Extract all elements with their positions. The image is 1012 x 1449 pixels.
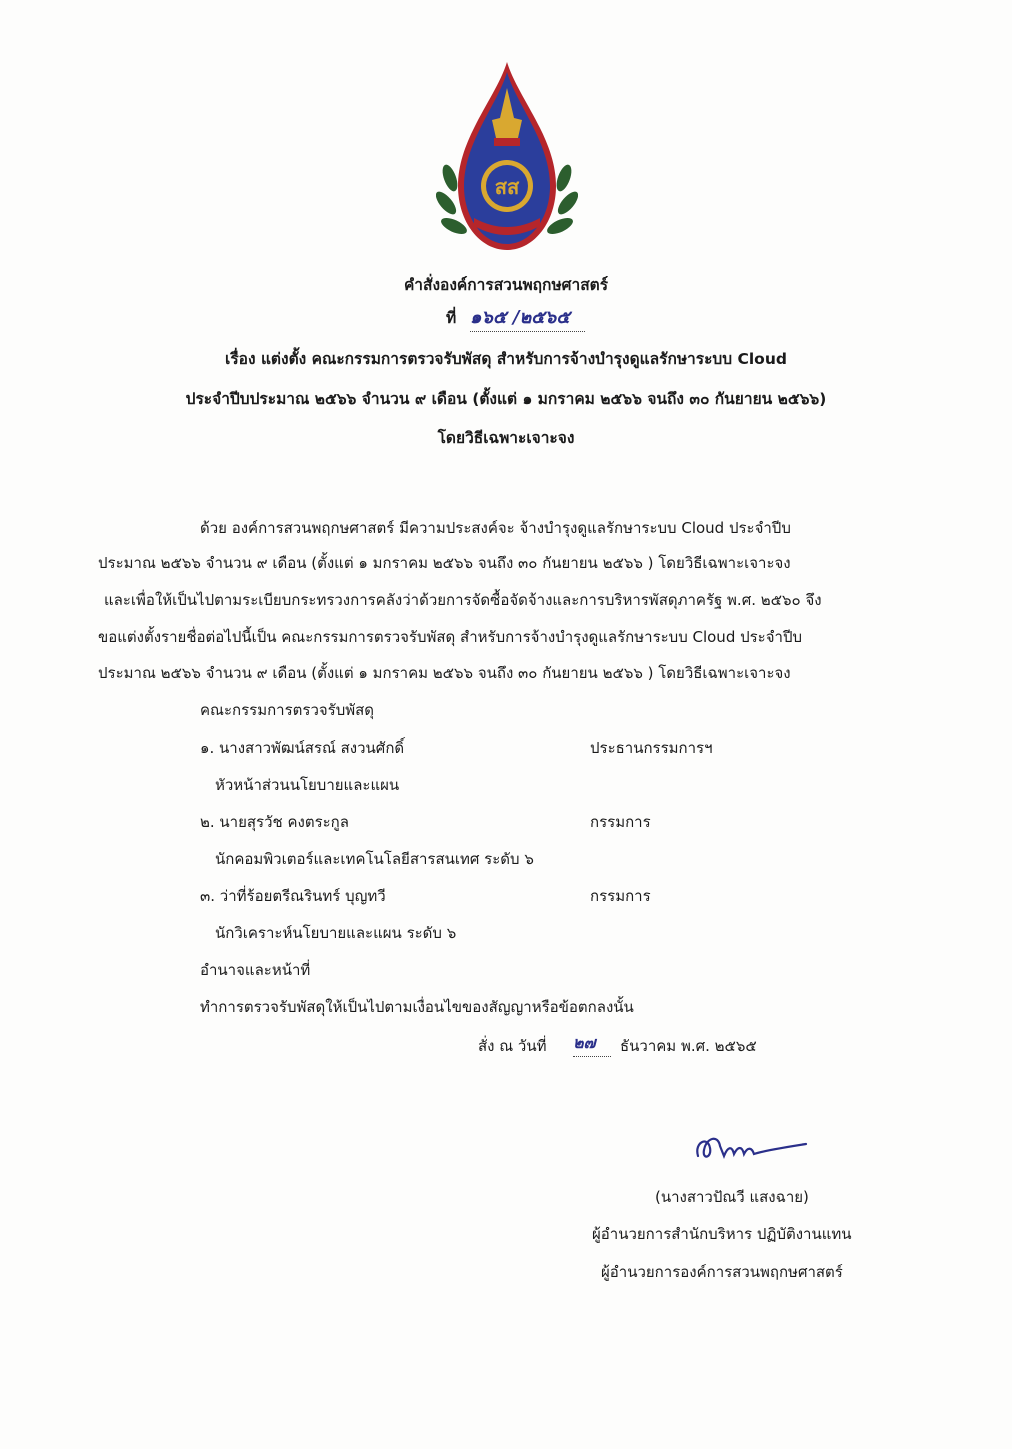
member-2-name: ๒. นายสุรวัช คงตระกูล xyxy=(200,813,349,831)
member-1-role: ประธานกรรมการฯ xyxy=(590,739,713,757)
member-3-name: ๓. ว่าที่ร้อยตรีณรินทร์ บุญทวี xyxy=(200,887,386,905)
signer-name: (นางสาวปัณวี แสงฉาย) xyxy=(655,1188,809,1206)
member-1-name: ๑. นางสาวพัฒน์สรณ์ สงวนศักดิ์ xyxy=(200,739,405,757)
member-2-position: นักคอมพิวเตอร์และเทคโนโลยีสารสนเทศ ระดับ ๖ xyxy=(215,850,534,868)
member-1-position: หัวหน้าส่วนนโยบายและแผน xyxy=(215,776,400,794)
duty-heading: อำนาจและหน้าที่ xyxy=(200,961,311,979)
order-title: คำสั่งองค์การสวนพฤกษศาสตร์ xyxy=(403,276,609,294)
member-3-position: นักวิเคราะห์นโยบายและแผน ระดับ ๖ xyxy=(215,924,457,942)
subject-line-3: โดยวิธีเฉพาะเจาะจง xyxy=(437,429,575,447)
committee-heading: คณะกรรมการตรวจรับพัสดุ xyxy=(200,701,375,719)
paragraph-line-1: ด้วย องค์การสวนพฤกษศาสตร์ มีความประสงค์จะ จ้างบำรุงดูแลรักษาระบบ Cloud ประจำปีบ xyxy=(200,519,791,537)
handwritten-signature xyxy=(690,1128,810,1168)
date-day: ๒๗ xyxy=(573,1031,611,1057)
member-3-role: กรรมการ xyxy=(590,887,651,905)
subject-line-1: เรื่อง แต่งตั้ง คณะกรรมการตรวจรับพัสดุ สำหรับการจ้างบำรุงดูแลรักษาระบบ Cloud xyxy=(225,350,787,368)
svg-text:สส: สส xyxy=(494,175,520,199)
member-2-role: กรรมการ xyxy=(590,813,651,831)
paragraph-line-5: ประมาณ ๒๕๖๖ จำนวน ๙ เดือน (ตั้งแต่ ๑ มกราคม ๒๕๖๖ จนถึง ๓๐ กันยายน ๒๕๖๖ ) โดยวิธีเฉพาะเจาะจง xyxy=(98,664,791,682)
paragraph-line-2: ประมาณ ๒๕๖๖ จำนวน ๙ เดือน (ตั้งแต่ ๑ มกราคม ๒๕๖๖ จนถึง ๓๐ กันยายน ๒๕๖๖ ) โดยวิธีเฉพาะเจาะจง xyxy=(98,554,791,572)
date-prefix: สั่ง ณ วันที่ xyxy=(478,1037,547,1055)
paragraph-line-3: และเพื่อให้เป็นไปตามระเบียบกระทรวงการคลังว่าด้วยการจัดซื้อจัดจ้างและการบริหารพัสดุภาครัฐ พ.ศ. ๒๕๖๐ จึง xyxy=(104,591,822,609)
paragraph-line-4: ขอแต่งตั้งรายชื่อต่อไปนี้เป็น คณะกรรมการตรวจรับพัสดุ สำหรับการจ้างบำรุงดูแลรักษาระบบ Cloud ประจำปีบ xyxy=(98,628,802,646)
date-month-year: ธันวาคม พ.ศ. ๒๕๖๕ xyxy=(620,1037,757,1055)
order-number-label: ที่ xyxy=(446,309,457,327)
signer-title-line-1: ผู้อำนวยการสำนักบริหาร ปฏิบัติงานแทน xyxy=(592,1225,852,1243)
subject-line-2: ประจำปีบประมาณ ๒๕๖๖ จำนวน ๙ เดือน (ตั้งแต่ ๑ มกราคม ๒๕๖๖ จนถึง ๓๐ กันยายน ๒๕๖๖) xyxy=(185,390,827,408)
organization-logo-emblem xyxy=(436,58,578,258)
order-number-value: ๑๖๕ /๒๕๖๕ xyxy=(470,302,585,332)
signer-title-line-2: ผู้อำนวยการองค์การสวนพฤกษศาสตร์ xyxy=(601,1263,843,1281)
duty-text: ทำการตรวจรับพัสดุให้เป็นไปตามเงื่อนไขของสัญญาหรือข้อตกลงนั้น xyxy=(200,998,634,1016)
